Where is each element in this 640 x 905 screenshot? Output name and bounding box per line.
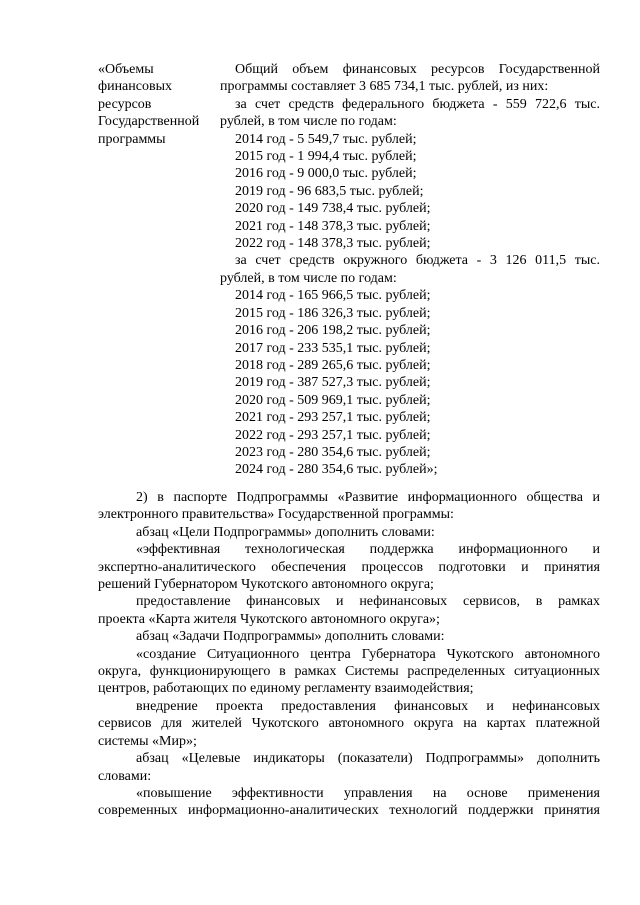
- district-year-item: 2014 год - 165 966,5 тыс. рублей;: [235, 288, 431, 304]
- label-line: Государственной: [98, 114, 200, 130]
- paragraph-line: экспертно-аналитического обеспечения процессов подготовки и принятия: [98, 559, 600, 575]
- paragraph-goal-support: [98, 541, 600, 593]
- label-line: «Объемы: [98, 62, 154, 77]
- paragraph-line: «создание Ситуационного центра Губернатора Чукотского автономного: [136, 646, 600, 662]
- district-year-item: 2022 год - 293 257,1 тыс. рублей;: [235, 427, 431, 443]
- paragraph-goals-heading: [98, 524, 600, 541]
- federal-budget-text: за счет средств федерального бюджета - 559 722,6 тыс.: [235, 96, 600, 112]
- federal-year-item: 2015 год - 1 994,4 тыс. рублей;: [235, 149, 417, 165]
- district-year-item: 2016 год - 206 198,2 тыс. рублей;: [235, 323, 431, 339]
- federal-year-item: 2020 год - 149 738,4 тыс. рублей;: [235, 201, 431, 217]
- federal-year-item: 2021 год - 148 378,3 тыс. рублей;: [235, 218, 431, 234]
- paragraph-line: современных информационно-аналитических технологий поддержки принятия: [98, 803, 600, 819]
- federal-year-item: 2022 год - 148 378,3 тыс. рублей;: [235, 236, 431, 252]
- federal-year-item: 2014 год - 5 549,7 тыс. рублей;: [235, 131, 417, 147]
- label-line: финансовых: [98, 79, 172, 95]
- passport-row-content: [220, 61, 600, 479]
- paragraph-task-situation-center: [98, 646, 600, 698]
- federal-year-item: 2019 год - 96 683,5 тыс. рублей;: [235, 183, 424, 199]
- district-budget-text: рублей, в том числе по годам:: [220, 270, 397, 286]
- paragraph-line: округа, функционирующего в рамках Системы распределенных ситуационных: [98, 664, 600, 680]
- federal-budget-text: рублей, в том числе по годам:: [220, 114, 397, 130]
- paragraph-subprogram-passport: [98, 489, 600, 524]
- paragraph-line: проекта «Карта жителя Чукотского автономного округа»;: [98, 611, 440, 627]
- district-year-item: 2017 год - 233 535,1 тыс. рублей;: [235, 340, 431, 356]
- label-line: программы: [98, 131, 166, 147]
- paragraph-task-mir-cards: [98, 698, 600, 750]
- paragraph-line: внедрение проекта предоставления финансовых и нефинансовых: [136, 698, 600, 714]
- paragraph-line: «повышение эффективности управления на основе применения: [136, 785, 600, 801]
- district-year-item: 2015 год - 186 326,3 тыс. рублей;: [235, 305, 431, 321]
- paragraph-line: системы «Мир»;: [98, 733, 197, 749]
- passport-row-label: [98, 61, 218, 148]
- paragraph-line: абзац «Задачи Подпрограммы» дополнить словами:: [136, 629, 445, 645]
- paragraph-line: сервисов для жителей Чукотского автономного округа на картах платежной: [98, 716, 600, 732]
- paragraph-line: абзац «Целевые индикаторы (показатели) Подпрограммы» дополнить: [136, 751, 600, 767]
- district-budget-text: за счет средств окружного бюджета - 3 126 011,5 тыс.: [235, 253, 600, 269]
- paragraph-line: абзац «Цели Подпрограммы» дополнить словами:: [136, 524, 435, 540]
- district-year-item: 2018 год - 289 265,6 тыс. рублей;: [235, 357, 431, 373]
- paragraph-line: 2) в паспорте Подпрограммы «Развитие информационного общества и: [136, 490, 600, 505]
- federal-year-item: 2016 год - 9 000,0 тыс. рублей;: [235, 166, 417, 182]
- label-line: ресурсов: [98, 96, 152, 112]
- paragraph-line: решений Губернатором Чукотского автономного округа;: [98, 577, 434, 593]
- paragraph-indicators-heading: [98, 750, 600, 785]
- paragraph-tasks-heading: [98, 628, 600, 645]
- paragraph-goal-services: [98, 593, 600, 628]
- paragraph-indicator-efficiency: [98, 785, 600, 820]
- paragraph-line: электронного правительства» Государственной программы:: [98, 507, 454, 523]
- district-year-item: 2020 год - 509 969,1 тыс. рублей;: [235, 392, 431, 408]
- district-year-item: 2023 год - 280 354,6 тыс. рублей;: [235, 444, 431, 460]
- total-financing-text: Общий объем финансовых ресурсов Государственной: [235, 62, 600, 77]
- district-year-item: 2019 год - 387 527,3 тыс. рублей;: [235, 375, 431, 391]
- paragraph-line: центров, работающих по единому регламенту взаимодействия;: [98, 681, 474, 697]
- paragraph-line: «эффективная технологическая поддержка информационного и: [136, 542, 600, 558]
- total-financing-text: программы составляет 3 685 734,1 тыс. рублей, из них:: [220, 79, 549, 95]
- paragraph-line: словами:: [98, 768, 152, 784]
- district-year-item: 2021 год - 293 257,1 тыс. рублей;: [235, 410, 431, 426]
- amendments-text: [98, 489, 600, 820]
- paragraph-line: предоставление финансовых и нефинансовых сервисов, в рамках: [136, 594, 600, 610]
- district-year-item: 2024 год - 280 354,6 тыс. рублей»;: [235, 462, 438, 478]
